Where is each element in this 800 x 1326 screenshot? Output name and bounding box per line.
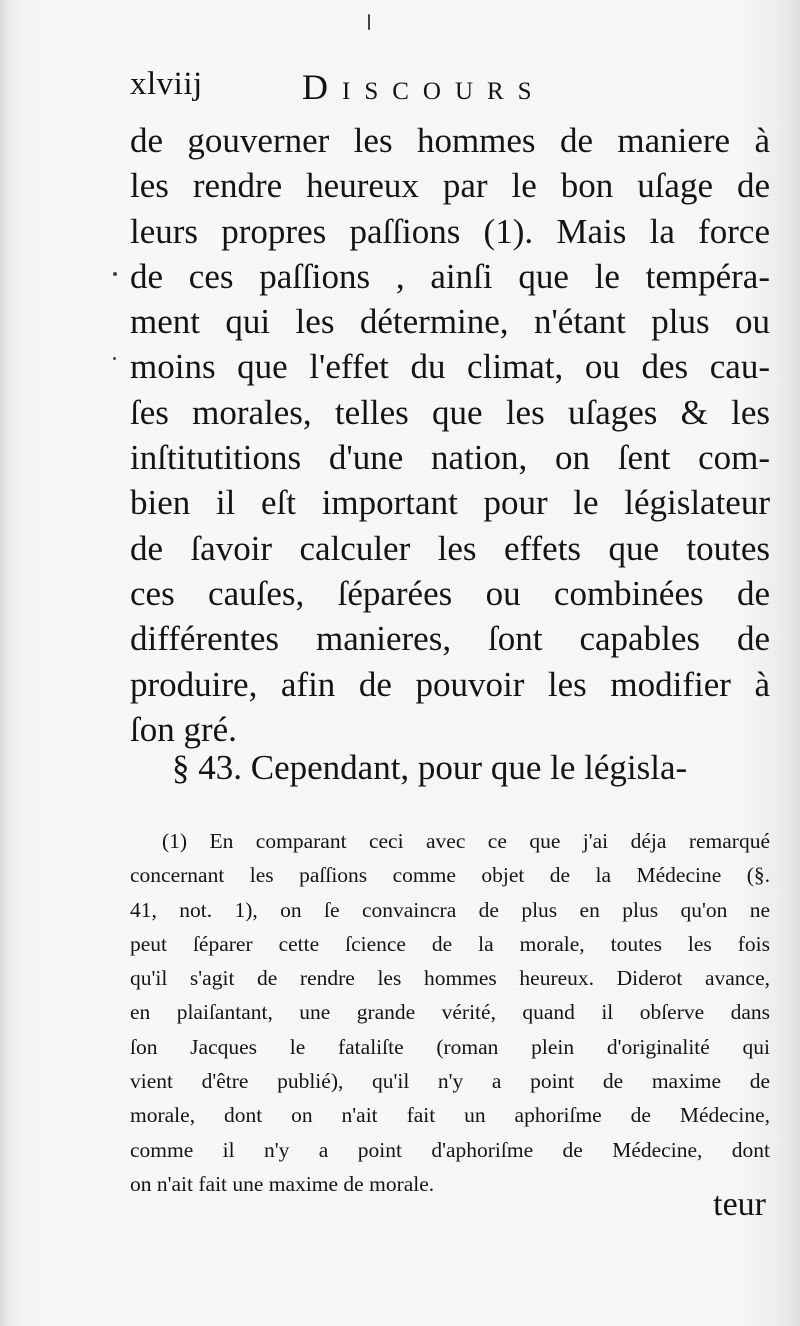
speck <box>368 14 370 30</box>
text-line: de ces paſſions , ainſi que le tempéra- <box>130 256 770 296</box>
catchword: teur <box>713 1186 766 1223</box>
text-line: ſes morales, telles que les uſages & les <box>130 392 770 432</box>
text-line: ces cauſes, ſéparées ou combinées de <box>130 573 770 613</box>
text-line: ſon gré. <box>130 709 237 749</box>
text-line: différentes manieres, ſont capables de <box>130 619 770 659</box>
footnote-line: peut ſéparer cette ſcience de la morale, toutes les fois <box>130 931 770 956</box>
text-line: produire, afin de pouvoir les modifier à <box>130 664 770 704</box>
page-number: xlviij <box>130 66 203 102</box>
text-line: leurs propres paſſions (1). Mais la force <box>130 211 770 251</box>
text-line: de ſavoir calculer les effets que toutes <box>130 528 770 568</box>
footnote-line: vient d'être publié), qu'il n'y a point de maxime de <box>130 1069 770 1094</box>
running-head: Discours <box>302 67 546 107</box>
footnote-line: 41, not. 1), on ſe convaincra de plus en plus qu'on ne <box>130 897 770 922</box>
main-text <box>130 118 770 752</box>
footnote-line: qu'il s'agit de rendre les hommes heureux. Diderot avance, <box>130 966 770 991</box>
text-line: ment qui les détermine, n'étant plus ou <box>130 302 770 342</box>
footnote-line: on n'ait fait une maxime de morale. <box>130 1171 435 1196</box>
text-line: bien il eſt important pour le législateur <box>130 483 770 523</box>
text-line: moins que l'effet du climat, ou des cau- <box>130 347 770 387</box>
speck <box>113 272 117 276</box>
footnote-line: concernant les paſſions comme objet de la Médecine (§. <box>130 863 770 888</box>
section-heading-line: § 43. Cependant, pour que le législa- <box>172 748 688 787</box>
text-line: de gouverner les hommes de maniere à <box>130 121 770 160</box>
footnote-line: (1) En comparant ceci avec ce que j'ai déja remarqué <box>162 829 770 853</box>
footnote-line: morale, dont on n'ait fait un aphoriſme de Médecine, <box>130 1103 770 1128</box>
footnote-line: ſon Jacques le fataliſte (roman plein d'originalité qui <box>130 1034 770 1059</box>
text-line: inſtitutitions d'une nation, on ſent com- <box>130 438 770 478</box>
page-header <box>130 66 650 110</box>
footnote-line: en plaiſantant, une grande vérité, quand il obſerve dans <box>130 1000 770 1025</box>
footnote-line: comme il n'y a point d'aphoriſme de Médecine, dont <box>130 1137 770 1162</box>
speck <box>113 357 116 360</box>
footnote <box>130 824 770 1201</box>
text-line: les rendre heureux par le bon uſage de <box>130 166 770 206</box>
